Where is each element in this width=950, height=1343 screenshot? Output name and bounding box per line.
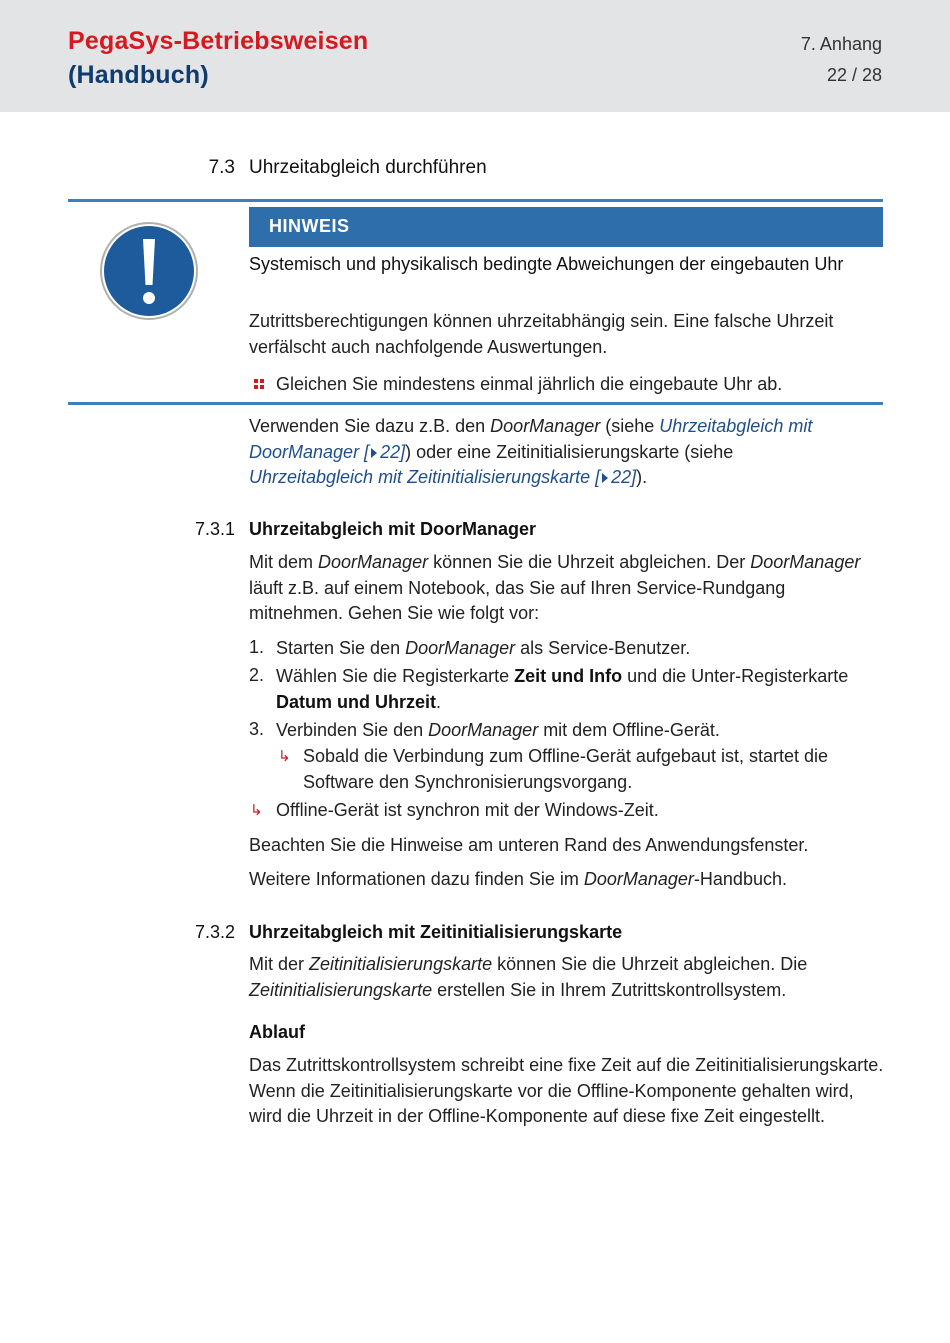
section-title: Uhrzeitabgleich durchführen — [249, 157, 487, 178]
intro-text-3: ) oder eine Zeitinitialisierungskarte (siehe — [405, 441, 734, 462]
link-uhrzeitabgleich-karte[interactable]: Uhrzeitabgleich mit Zeitinitialisierungskarte [ 22] — [249, 467, 637, 487]
intro-text-4: ). — [636, 467, 648, 487]
result-text: Offline-Gerät ist synchron mit der Windows-Zeit. — [276, 800, 659, 820]
step-text: Wählen Sie die Registerkarte Zeit und Info und die Unter-Registerkarte Datum und Uhrzeit. — [276, 666, 849, 712]
step-number: 3. — [249, 719, 265, 739]
sub2-intro: Mit der Zeitinitialisierungskarte können Sie die Uhrzeit abgleichen. Die Zeitinitialisierungskarte erstellen Sie in Ihrem Zutrittskontrollsystem. — [249, 954, 808, 1000]
intro-text-2: (siehe — [600, 416, 660, 436]
exclamation-icon — [99, 221, 199, 321]
page-header — [0, 0, 950, 112]
document-title-line1: PegaSys-Betriebsweisen — [68, 27, 369, 55]
link-uhrzeitabgleich-doormanager[interactable]: Uhrzeitabgleich mit DoorManager [ 22] — [249, 416, 813, 462]
document-title-line2: (Handbuch) — [68, 61, 209, 89]
sub-result-text: Sobald die Verbindung zum Offline-Gerät aufgebaut ist, startet die Software den Synchronisierungsvorgang. — [303, 746, 828, 792]
section-number: 7.3 — [208, 157, 235, 178]
subsection-number: 7.3.2 — [194, 922, 235, 942]
intro-italic-doormanager: DoorManager — [490, 416, 601, 436]
sub1-intro: Mit dem DoorManager können Sie die Uhrzeit abgleichen. Der DoorManager läuft z.B. auf einem Notebook, das Sie auf Ihren Service-Rundgang mitnehmen. Gehen Sie wie folgt vor: — [249, 552, 861, 623]
sub1-note1: Beachten Sie die Hinweise am unteren Rand des Anwendungsfenster. — [249, 835, 809, 855]
subsection-number: 7.3.1 — [194, 519, 235, 539]
step-number: 2. — [249, 665, 265, 685]
sub1-note2: Weitere Informationen dazu finden Sie im DoorManager-Handbuch. — [249, 869, 787, 889]
page-ref-arrow-icon — [602, 473, 608, 483]
step-number: 1. — [249, 637, 265, 657]
ablauf-heading: Ablauf — [249, 1022, 305, 1042]
subsection-title: Uhrzeitabgleich mit Zeitinitialisierungskarte — [249, 922, 623, 942]
step-text: Starten Sie den DoorManager als Service-Benutzer. — [276, 638, 691, 658]
intro-paragraph — [249, 414, 883, 491]
notice-top-rule — [68, 199, 883, 202]
page-ref-arrow-icon — [371, 448, 377, 458]
subsection-title: Uhrzeitabgleich mit DoorManager — [249, 519, 537, 539]
page-number: 22 / 28 — [826, 65, 882, 85]
notice-body: Zutrittsberechtigungen können uhrzeitabhängig sein. Eine falsche Uhrzeit verfälscht auch nachfolgende Auswertungen. — [249, 311, 834, 357]
intro-text-1: Verwenden Sie dazu z.B. den — [249, 416, 491, 436]
result-arrow-icon: ↳ — [278, 748, 291, 765]
notice-banner — [249, 207, 883, 247]
notice-label: HINWEIS — [269, 216, 350, 236]
document-title — [68, 24, 368, 92]
result-arrow-icon: ↳ — [250, 802, 263, 819]
chapter-label: 7. Anhang — [800, 34, 882, 54]
action-bullet-icon — [254, 379, 264, 389]
notice-action: Gleichen Sie mindestens einmal jährlich die eingebaute Uhr ab. — [276, 374, 783, 394]
notice-heading: Systemisch und physikalisch bedingte Abweichungen der eingebauten Uhr — [249, 254, 844, 274]
notice-bottom-rule — [68, 402, 883, 405]
step-text: Verbinden Sie den DoorManager mit dem Offline-Gerät. — [276, 720, 720, 740]
chapter-info — [801, 29, 882, 91]
ablauf-text: Das Zutrittskontrollsystem schreibt eine fixe Zeit auf die Zeitinitialisierungskarte. Wenn die Zeitinitialisierungskarte vor die Offline-Komponente gehalten wird, wird die Uhrzeit in der Offline-Komponente auf diese fixe Zeit eingestellt. — [249, 1055, 884, 1126]
